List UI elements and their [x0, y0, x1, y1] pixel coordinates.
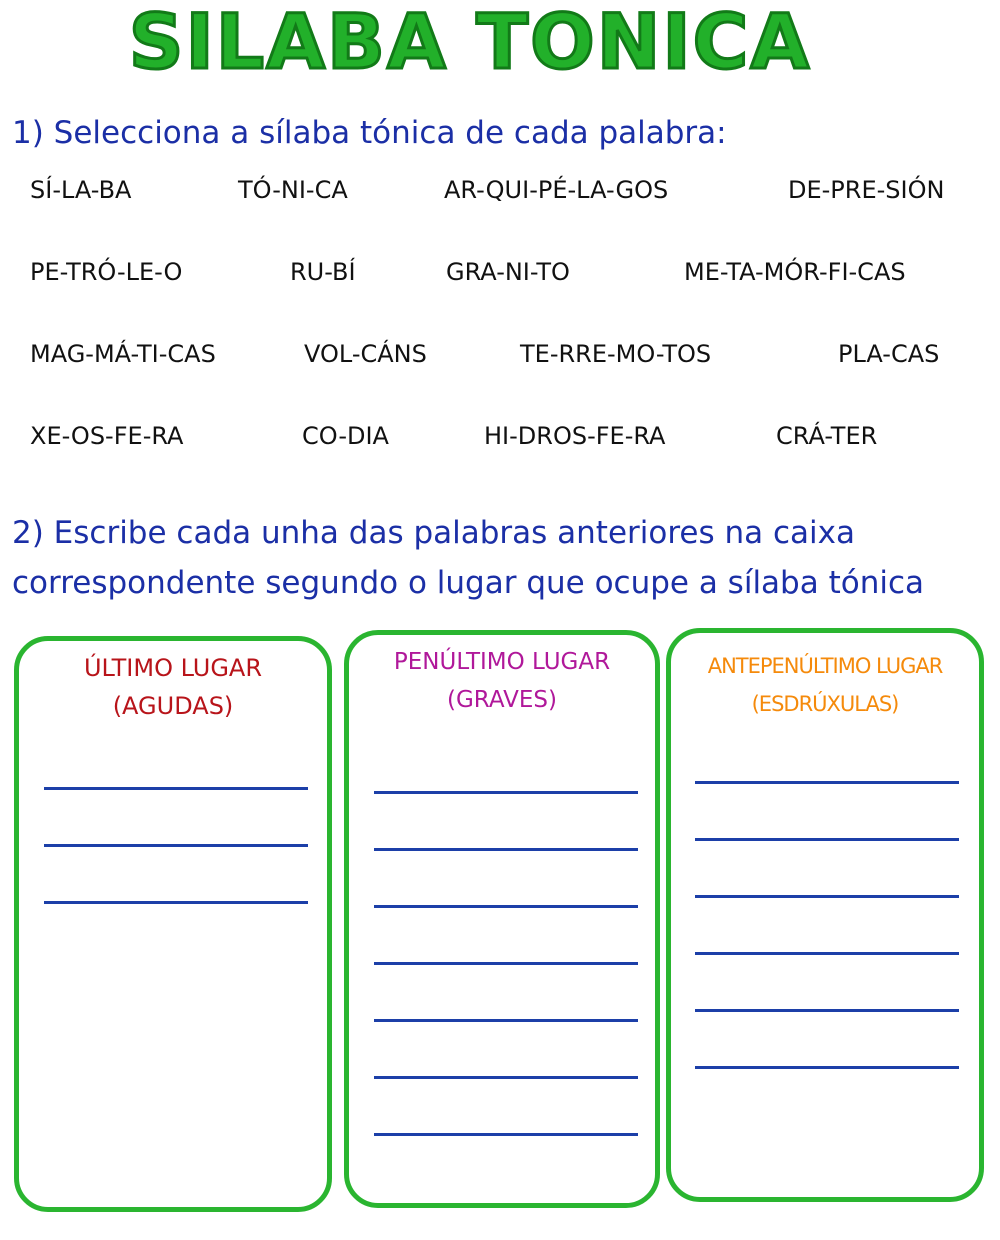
word-option[interactable]: PLA-CAS	[838, 340, 940, 368]
box-graves-heading	[349, 643, 655, 719]
answer-drop-line[interactable]	[374, 1133, 638, 1136]
box-agudas	[14, 636, 332, 1212]
word-option[interactable]: GRA-NI-TO	[446, 258, 570, 286]
word-option[interactable]: ME-TA-MÓR-FI-CAS	[684, 258, 906, 286]
answer-drop-line[interactable]	[374, 1076, 638, 1079]
word-option[interactable]: MAG-MÁ-TI-CAS	[30, 340, 216, 368]
word-option[interactable]: CRÁ-TER	[776, 422, 878, 450]
answer-drop-line[interactable]	[695, 895, 959, 898]
answer-drop-line[interactable]	[374, 962, 638, 965]
box-heading-line: (ESDRÚXULAS)	[751, 692, 899, 716]
answer-drop-line[interactable]	[374, 1019, 638, 1022]
word-option[interactable]: RU-BÍ	[290, 258, 356, 286]
word-option[interactable]: CO-DIA	[302, 422, 389, 450]
answer-drop-line[interactable]	[695, 952, 959, 955]
box-agudas-heading	[19, 649, 327, 725]
answer-drop-line[interactable]	[374, 905, 638, 908]
answer-drop-line[interactable]	[695, 781, 959, 784]
instruction-line: 2) Escribe cada unha das palabras anteriores na caixa	[12, 515, 855, 551]
answer-drop-line[interactable]	[695, 1009, 959, 1012]
worksheet-title: SILABA TONICA	[128, 0, 812, 86]
word-option[interactable]: DE-PRE-SIÓN	[788, 176, 945, 204]
answer-drop-line[interactable]	[374, 791, 638, 794]
box-esdruxulas-heading	[671, 647, 979, 723]
instruction-select-stressed-syllable: 1) Selecciona a sílaba tónica de cada palabra:	[12, 115, 727, 151]
answer-drop-line[interactable]	[44, 787, 308, 790]
instruction-line: correspondente segundo o lugar que ocupe a sílaba tónica	[12, 565, 925, 601]
box-heading-line: ANTEPENÚLTIMO LUGAR	[707, 654, 943, 678]
word-option[interactable]: SÍ-LA-BA	[30, 176, 132, 204]
word-option[interactable]: TÓ-NI-CA	[238, 176, 348, 204]
box-esdruxulas	[666, 628, 984, 1202]
answer-drop-line[interactable]	[44, 901, 308, 904]
word-option[interactable]: XE-OS-FE-RA	[30, 422, 184, 450]
box-heading-line: ÚLTIMO LUGAR	[83, 654, 263, 682]
word-option[interactable]: VOL-CÁNS	[304, 340, 427, 368]
answer-drop-line[interactable]	[44, 844, 308, 847]
instruction-classify-words	[12, 508, 924, 608]
answer-drop-line[interactable]	[695, 1066, 959, 1069]
box-heading-line: PENÚLTIMO LUGAR	[393, 649, 611, 675]
box-graves	[344, 630, 660, 1208]
answer-drop-line[interactable]	[374, 848, 638, 851]
word-option[interactable]: HI-DROS-FE-RA	[484, 422, 666, 450]
word-option[interactable]: PE-TRÓ-LE-O	[30, 258, 183, 286]
word-option[interactable]: AR-QUI-PÉ-LA-GOS	[444, 176, 669, 204]
word-option[interactable]: TE-RRE-MO-TOS	[520, 340, 712, 368]
box-heading-line: (GRAVES)	[447, 687, 557, 713]
answer-drop-line[interactable]	[695, 838, 959, 841]
box-heading-line: (AGUDAS)	[112, 692, 234, 720]
